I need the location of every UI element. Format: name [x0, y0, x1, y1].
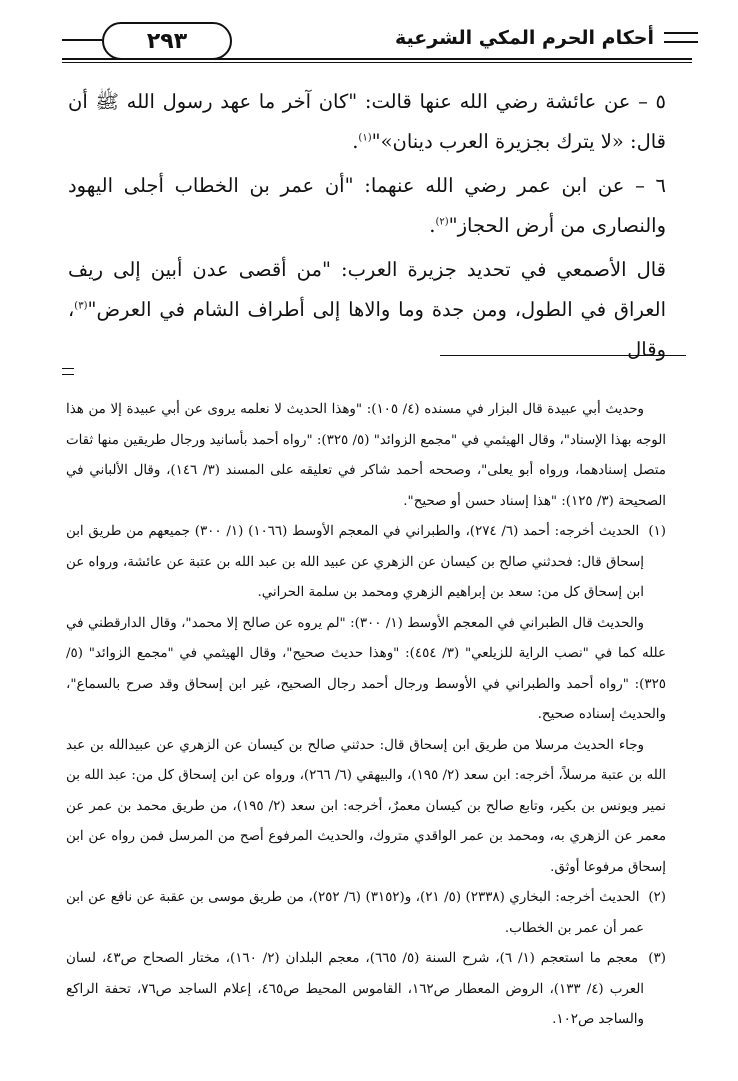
footnote-1: [66, 517, 666, 609]
footnotes: [66, 395, 666, 1036]
footnote-ref: (٣): [74, 300, 88, 312]
paragraph-text: ٥ – عن عائشة رضي الله عنها قالت: "كان آخر ما عهد رسول الله ﷺ أن قال: «لا يترك بجزيرة العرب دينان»": [68, 90, 666, 153]
header-rule-thin: [62, 62, 692, 63]
footnote-number: (١): [648, 524, 666, 539]
paragraph-text: ٦ – عن ابن عمر رضي الله عنهما: "أن عمر بن الخطاب أجلى اليهود والنصارى من أرض الحجاز": [68, 174, 666, 237]
footnote-continuation-mark: [62, 368, 74, 375]
footnote-ref: (١): [358, 132, 372, 144]
header-ornament: [664, 32, 698, 43]
badge-tail: [62, 39, 102, 41]
footnote-text: معجم ما استعجم (١/ ٦)، شرح السنة (٥/ ٦٦٥)، معجم البلدان (٢/ ١٦٠)، مختار الصحاح ص٤٣، لسان العرب (٤/ ١٣٣)، الروض المعطار ص١٦٢، القاموس المحيط ص٤٦٥، إعلام الساجد ص٧٦، تحفة الراكع والساجد ص١٠٢.: [66, 951, 644, 1027]
footnote-number: (٢): [648, 890, 666, 905]
footnote-continuation: وحديث أبي عبيدة قال البزار في مسنده (٤/ ١٠٥): "وهذا الحديث لا نعلمه يروى عن أبي عبيدة إلا من هذا الوجه بهذا الإسناد"، وقال الهيثمي في "مجمع الزوائد" (٥/ ٣٢٥): "رواه أحمد بأسانيد ورجال طريقين منها ثقات متصل إسنادهما، ورواه أبو يعلى"، وصححه أحمد شاكر في تعليقه على المسند (٣/ ١٤٦)، وقال الألباني في الصحيحة (٣/ ١٢٥): "هذا إسناد حسن أو صحيح".: [66, 402, 666, 509]
page-number: ٢٩٣: [102, 22, 232, 60]
footnote-text: الحديث أخرجه: أحمد (٦/ ٢٧٤)، والطبراني في المعجم الأوسط (١٠٦٦) (١/ ٣٠٠) جميعهم من طريق ابن إسحاق قال: فحدثني صالح بن كيسان عن الزهري عن عبيد الله بن عبد الله بن عتبة عن عائشة، ورواه عن ابن إسحاق كل من: سعد بن إبراهيم الزهري ومحمد بن سلمة الحراني.: [66, 524, 644, 600]
footnote-3: [66, 944, 666, 1036]
footnote-text: الحديث أخرجه: البخاري (٢٣٣٨) (٥/ ٢١)، و(٣١٥٢) (٦/ ٢٥٢)، من طريق موسى بن عقبة عن نافع عن ابن عمر أن عمر بن الخطاب.: [66, 890, 644, 936]
hadith-5: [68, 82, 666, 162]
footnote-number: (٣): [648, 951, 666, 966]
running-title: أحكام الحرم المكي الشرعية: [395, 27, 654, 49]
footnote-1-para-2: والحديث قال الطبراني في المعجم الأوسط (١/ ٣٠٠): "لم يروه عن صالح إلا محمد"، وقال الدارقطني في علله كما في "نصب الراية للزيلعي" (٣/ ٤٥٤): "وهذا حديث صحيح"، وقال الهيثمي في "مجمع الزوائد" (٥/ ٣٢٥): "رواه أحمد والطبراني في الأوسط ورجال أحمد رجال الصحيح، غير ابن إسحاق وقد صرح بالسماع"، والحديث إسناده صحيح.: [66, 615, 666, 722]
page-header: [62, 22, 698, 62]
footnote-ref: (٢): [435, 216, 449, 228]
paragraph-tail: ، وقال: [68, 298, 666, 361]
footnote-separator: [440, 355, 686, 356]
footnote-2: [66, 883, 666, 944]
paragraph-tail: .: [352, 130, 359, 153]
paragraph-text: قال الأصمعي في تحديد جزيرة العرب: "من أقصى عدن أبين إلى ريف العراق في الطول، ومن جدة وما والاها إلى أطراف الشام في العرض": [68, 258, 666, 321]
main-text: [68, 82, 666, 370]
footnote-1-para-3: وجاء الحديث مرسلا من طريق ابن إسحاق قال: حدثني صالح بن كيسان عن الزهري عن عبيدالله بن عبد الله بن عتبة مرسلاً، أخرجه: ابن سعد (٢/ ١٩٥)، والبيهقي (٦/ ٢٦٦)، ورواه عن ابن إسحاق كل من: عبد الله بن نمير ويونس بن بكير، وتابع صالح بن كيسان معمرٌ، أخرجه: ابن سعد (٢/ ١٩٥)، من طريق محمد بن عمر عن معمر عن الزهري به، ومحمد بن عمر الواقدي متروك، والحديث المرفوع أصح من المرسل فمن رواه عن ابن إسحاق مرفوعا أوثق.: [66, 737, 666, 875]
paragraph-tail: .: [429, 214, 436, 237]
hadith-6: [68, 166, 666, 246]
asmai-definition: [68, 250, 666, 370]
